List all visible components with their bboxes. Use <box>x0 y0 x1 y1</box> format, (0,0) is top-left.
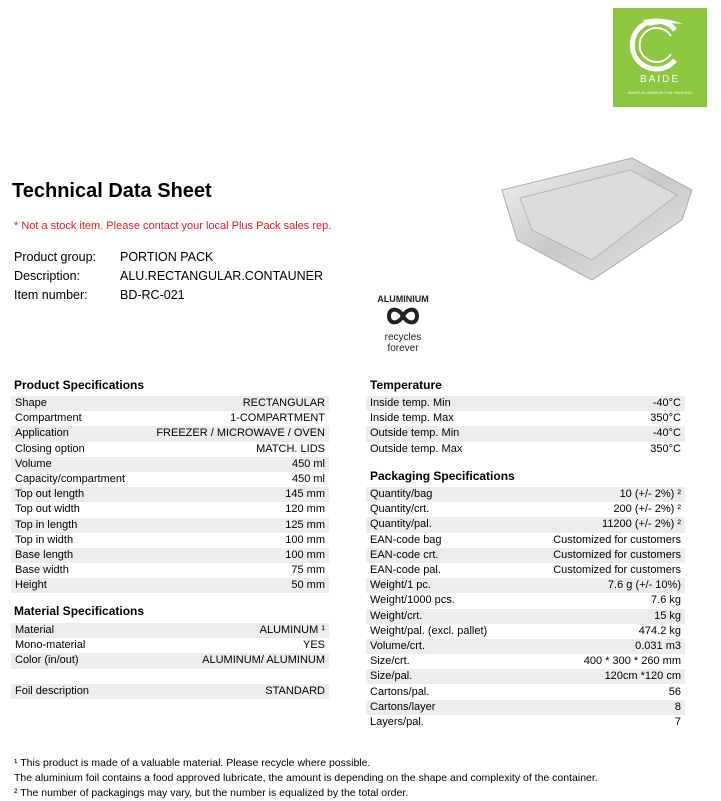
row-label: Quantity/crt. <box>370 503 430 516</box>
foil-table <box>11 684 329 699</box>
row-label: Cartons/pal. <box>370 685 430 698</box>
info-value: ALU.RECTANGULAR.CONTAUNER <box>120 269 324 283</box>
table-row <box>11 533 329 548</box>
row-label: Foil description <box>11 684 185 699</box>
table-row <box>11 653 329 668</box>
row-label: Top out length <box>11 487 138 502</box>
brand-name: BAIDE <box>639 74 680 85</box>
row-value: 100 mm <box>138 548 329 563</box>
row-value: 100 mm <box>285 533 325 546</box>
row-value: -40°C <box>596 396 685 411</box>
row-value: 8 <box>519 700 685 715</box>
row-label: Height <box>11 578 138 593</box>
info-label: Product group: <box>14 250 96 264</box>
table-row <box>366 442 685 457</box>
row-value: MATCH. LIDS <box>256 442 325 455</box>
table-row <box>11 472 329 487</box>
table-row <box>11 563 329 578</box>
row-value: 450 ml <box>138 457 329 472</box>
row-label: Compartment <box>15 412 82 425</box>
footnote-lubricate: The aluminium foil contains a food approved lubricate, the amount is depending on the shape and complexity of the container. <box>14 772 598 784</box>
row-label: Closing option <box>15 442 85 455</box>
table-row <box>11 396 329 411</box>
row-label: Weight/1 pc. <box>366 578 519 593</box>
aluminium-recycles-forever-logo <box>368 294 438 354</box>
row-label: Cartons/layer <box>366 700 519 715</box>
row-value: Customized for customers <box>553 533 681 546</box>
row-value: 120cm *120 cm <box>519 669 685 684</box>
row-label: Color (in/out) <box>11 653 130 668</box>
table-row <box>366 533 685 548</box>
row-label: Base width <box>15 564 69 577</box>
recycle-line2: forever <box>387 343 419 354</box>
table-row <box>366 609 685 624</box>
row-value: 15 kg <box>519 609 685 624</box>
row-value: 50 mm <box>138 578 329 593</box>
row-label: Quantity/bag <box>366 487 519 502</box>
table-row <box>11 442 329 457</box>
row-label: Volume <box>11 457 138 472</box>
row-value: YES <box>302 639 325 652</box>
row-value: RECTANGULAR <box>138 396 329 411</box>
row-value: 0.031 m3 <box>519 639 685 654</box>
table-row <box>11 578 329 593</box>
row-label: Capacity/compartment <box>15 473 126 486</box>
table-row <box>366 700 685 715</box>
packaging-specs-table <box>366 487 685 730</box>
table-row <box>366 593 685 608</box>
material-specs-table <box>11 623 329 669</box>
table-row <box>366 715 685 730</box>
row-label: Inside temp. Max <box>370 412 454 425</box>
info-label: Description: <box>14 269 80 283</box>
row-label: Size/pal. <box>366 669 519 684</box>
row-value: 11200 (+/- 2%) ² <box>519 517 685 532</box>
packaging-specs-title: Packaging Specifications <box>370 469 515 483</box>
table-row <box>366 548 685 563</box>
table-row <box>366 426 685 441</box>
info-value: BD-RC-021 <box>120 288 185 302</box>
row-value: 350°C <box>650 412 681 425</box>
row-label: Outside temp. Max <box>370 442 463 455</box>
table-row <box>366 624 685 639</box>
row-value: 200 (+/- 2%) ² <box>613 503 681 516</box>
table-row <box>366 411 685 426</box>
row-value: 10 (+/- 2%) ² <box>519 487 685 502</box>
row-label: Material <box>11 623 130 638</box>
row-value: 120 mm <box>285 503 325 516</box>
row-label: EAN-code crt. <box>366 548 519 563</box>
row-label: Top in width <box>15 533 74 546</box>
info-value: PORTION PACK <box>120 250 214 264</box>
footnote-1: ¹ This product is made of a valuable material. Please recycle where possible. <box>14 757 371 769</box>
row-label: EAN-code bag <box>370 533 442 546</box>
table-row <box>366 487 685 502</box>
row-value: 7 <box>674 715 681 728</box>
row-value: Customized for customers <box>553 564 681 577</box>
stock-notice: * Not a stock item. Please contact your local Plus Pack sales rep. <box>14 220 332 232</box>
row-value: 7.6 kg <box>651 594 681 607</box>
row-label: Weight/pal. (excl. pallet) <box>370 624 488 637</box>
product-specs-title: Product Specifications <box>14 378 145 392</box>
table-row <box>366 396 685 411</box>
table-row <box>366 578 685 593</box>
row-value: 56 <box>668 685 681 698</box>
table-row <box>11 487 329 502</box>
table-row <box>11 684 329 699</box>
row-value: 474.2 kg <box>638 624 681 637</box>
row-label: Application <box>11 426 138 441</box>
row-value: -40°C <box>596 426 685 441</box>
row-value: ALUMINUM ¹ <box>130 623 329 638</box>
table-row <box>11 411 329 426</box>
row-value: 125 mm <box>138 518 329 533</box>
row-label: Weight/crt. <box>366 609 519 624</box>
aluminium-container-image <box>482 150 712 290</box>
row-value: STANDARD <box>185 684 329 699</box>
table-row <box>11 638 329 653</box>
row-value: 75 mm <box>291 564 325 577</box>
row-label: Outside temp. Min <box>366 426 596 441</box>
page-title: Technical Data Sheet <box>12 180 212 202</box>
row-label: Top in length <box>11 518 138 533</box>
table-row <box>366 502 685 517</box>
row-label: Quantity/pal. <box>366 517 519 532</box>
recycle-top: ALUMINIUM <box>377 294 429 304</box>
row-label: Top out width <box>15 503 80 516</box>
table-row <box>11 457 329 472</box>
table-row <box>11 426 329 441</box>
row-value: 450 ml <box>291 473 325 486</box>
temperature-table <box>366 396 685 457</box>
table-row <box>11 502 329 517</box>
table-row <box>366 654 685 669</box>
product-info <box>0 250 400 307</box>
row-value: 1-COMPARTMENT <box>230 412 325 425</box>
baide-logo <box>613 8 707 107</box>
table-row <box>366 563 685 578</box>
table-row <box>11 623 329 638</box>
material-specs-title: Material Specifications <box>14 604 145 618</box>
row-label: Mono-material <box>15 639 86 652</box>
table-row <box>366 684 685 699</box>
row-value: 350°C <box>650 442 681 455</box>
row-label: Size/crt. <box>370 655 410 668</box>
row-label: Weight/1000 pcs. <box>370 594 455 607</box>
recycle-line1: recycles <box>384 332 422 343</box>
row-label: Base length <box>11 548 138 563</box>
brand-tagline: BAIDE ALUMINIUM FOIL PACKING <box>627 90 692 95</box>
row-label: Inside temp. Min <box>366 396 596 411</box>
row-label: Volume/crt. <box>366 639 519 654</box>
temperature-title: Temperature <box>370 378 442 392</box>
row-label: EAN-code pal. <box>370 564 441 577</box>
row-value: Customized for customers <box>519 548 685 563</box>
table-row <box>11 518 329 533</box>
row-value: FREEZER / MICROWAVE / OVEN <box>138 426 329 441</box>
row-label: Layers/pal. <box>370 715 424 728</box>
table-row <box>366 639 685 654</box>
product-specs-table <box>11 396 329 593</box>
row-value: 400 * 300 * 260 mm <box>583 655 681 668</box>
table-row <box>366 517 685 532</box>
infinity-recycle-icon <box>386 304 420 328</box>
row-label: Shape <box>11 396 138 411</box>
row-value: 145 mm <box>138 487 329 502</box>
info-label: Item number: <box>14 288 88 302</box>
table-row <box>11 548 329 563</box>
row-value: 7.6 g (+/- 10%) <box>519 578 685 593</box>
footnote-2: ² The number of packagings may vary, but the number is equalized by the total order. <box>14 787 409 799</box>
row-value: ALUMINUM/ ALUMINUM <box>130 653 329 668</box>
table-row <box>366 669 685 684</box>
c-swoosh-icon <box>613 8 707 78</box>
